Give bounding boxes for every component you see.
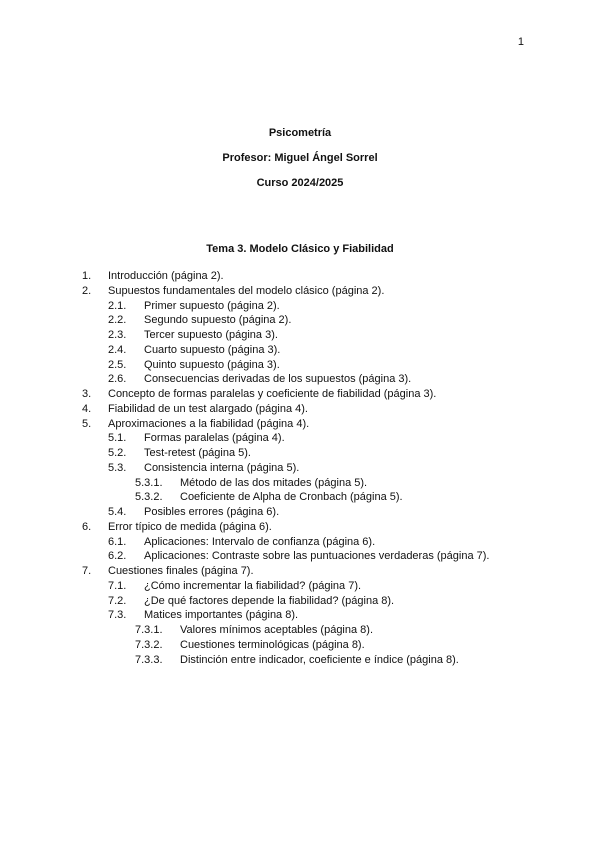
toc-item-text: Valores mínimos aceptables (página 8).	[180, 624, 374, 636]
course-line: Curso 2024/2025	[256, 177, 344, 189]
toc-item-number: 2.5.	[108, 358, 127, 371]
toc-item	[0, 535, 600, 550]
toc-item	[0, 594, 600, 609]
toc-item-text: ¿De qué factores depende la fiabilidad? (página 8).	[144, 594, 395, 607]
toc-item-number: 7.3.2.	[135, 638, 163, 651]
table-of-contents	[0, 269, 600, 667]
toc-item	[0, 343, 600, 358]
toc-item	[0, 328, 600, 343]
toc-item	[0, 269, 600, 284]
toc-item	[0, 461, 600, 476]
toc-item-number: 2.	[82, 284, 92, 297]
toc-item-number: 3.	[82, 388, 92, 400]
toc-item-text: ¿Cómo incrementar la fiabilidad? (página 7).	[144, 579, 362, 592]
toc-item-text: Fiabilidad de un test alargado (página 4).	[108, 402, 308, 415]
toc-item-text: Coeficiente de Alpha de Cronbach (página 5).	[180, 491, 403, 504]
toc-item-number: 7.2.	[108, 594, 127, 607]
toc-item-text: Aproximaciones a la fiabilidad (página 4).	[108, 417, 310, 430]
toc-item-text: Método de las dos mitades (página 5).	[180, 476, 368, 489]
toc-item-text: Consistencia interna (página 5).	[144, 461, 300, 474]
toc-item	[0, 313, 600, 328]
toc-item	[0, 505, 600, 520]
toc-item-number: 6.1.	[108, 535, 127, 548]
toc-item	[0, 299, 600, 314]
toc-item	[0, 387, 600, 402]
toc-item-text: Supuestos fundamentales del modelo clásico (página 2).	[108, 284, 385, 297]
toc-item-number: 2.1.	[108, 299, 127, 312]
toc-item	[0, 358, 600, 373]
toc-item-text: Cuestiones terminológicas (página 8).	[180, 638, 365, 651]
toc-item-number: 7.3.	[108, 609, 127, 622]
toc-item-number: 5.2.	[108, 447, 127, 459]
toc-item	[0, 520, 600, 535]
toc-item-text: Concepto de formas paralelas y coeficiente de fiabilidad (página 3).	[108, 388, 437, 400]
section-title: Tema 3. Modelo Clásico y Fiabilidad	[206, 243, 394, 255]
toc-item-number: 5.3.	[108, 461, 127, 474]
toc-item-text: Test-retest (página 5).	[144, 447, 251, 459]
toc-item-number: 2.4.	[108, 343, 127, 356]
toc-item	[0, 653, 600, 668]
page-number: 1	[517, 36, 524, 48]
toc-item-number: 5.4.	[108, 506, 127, 518]
toc-item-text: Introducción (página 2).	[108, 270, 224, 282]
toc-item	[0, 490, 600, 505]
toc-item-number: 7.3.3.	[135, 653, 163, 666]
toc-item-text: Aplicaciones: Intervalo de confianza (página 6).	[144, 535, 376, 548]
toc-item	[0, 284, 600, 299]
toc-item-text: Posibles errores (página 6).	[144, 506, 280, 518]
toc-item-number: 1.	[82, 270, 92, 282]
toc-item	[0, 402, 600, 417]
document-header	[0, 121, 600, 196]
toc-item	[0, 417, 600, 432]
toc-item	[0, 446, 600, 461]
toc-item	[0, 549, 600, 564]
toc-item-number: 5.3.1.	[135, 476, 163, 489]
toc-item-number: 6.	[82, 520, 92, 533]
toc-item-text: Cuarto supuesto (página 3).	[144, 343, 281, 356]
toc-item-number: 2.6.	[108, 373, 127, 386]
toc-item-text: Formas paralelas (página 4).	[144, 432, 285, 445]
toc-item	[0, 638, 600, 653]
toc-item-number: 2.3.	[108, 329, 127, 341]
toc-item-number: 5.1.	[108, 432, 127, 445]
toc-item-text: Segundo supuesto (página 2).	[144, 314, 292, 327]
toc-item-text: Primer supuesto (página 2).	[144, 299, 280, 312]
toc-item-text: Quinto supuesto (página 3).	[144, 358, 280, 371]
toc-item-number: 4.	[82, 402, 92, 415]
toc-item	[0, 579, 600, 594]
toc-item-number: 5.3.2.	[135, 491, 163, 504]
toc-item-number: 5.	[82, 417, 92, 430]
toc-item-text: Tercer supuesto (página 3).	[144, 329, 278, 341]
toc-item-text: Cuestiones finales (página 7).	[108, 565, 254, 577]
subject-title: Psicometría	[268, 127, 332, 139]
toc-item	[0, 608, 600, 623]
toc-item	[0, 372, 600, 387]
toc-item-number: 6.2.	[108, 550, 127, 563]
toc-item-number: 7.1.	[108, 579, 127, 592]
toc-item	[0, 564, 600, 579]
toc-item-text: Distinción entre indicador, coeficiente e índice (página 8).	[180, 653, 459, 666]
toc-item	[0, 431, 600, 446]
toc-item-text: Matices importantes (página 8).	[144, 609, 299, 622]
toc-item-text: Aplicaciones: Contraste sobre las puntuaciones verdaderas (página 7).	[144, 550, 490, 563]
toc-item-number: 2.2.	[108, 314, 127, 327]
toc-item	[0, 476, 600, 491]
toc-item	[0, 623, 600, 638]
toc-item-number: 7.3.1.	[135, 624, 163, 636]
toc-item-number: 7.	[82, 565, 92, 577]
professor-line: Profesor: Miguel Ángel Sorrel	[222, 152, 378, 164]
toc-item-text: Error típico de medida (página 6).	[108, 520, 272, 533]
toc-item-text: Consecuencias derivadas de los supuestos (página 3).	[144, 373, 412, 386]
